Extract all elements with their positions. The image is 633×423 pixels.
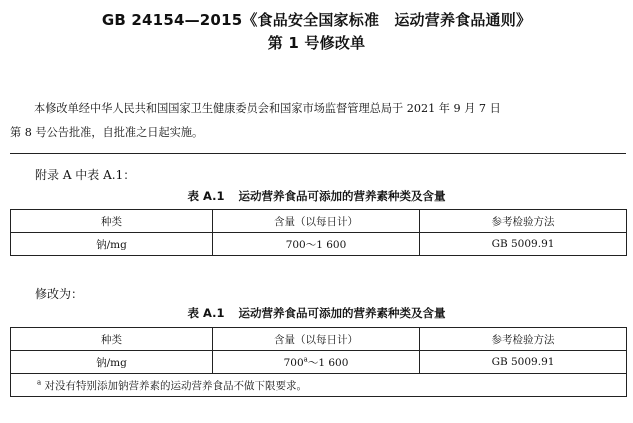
header-nutrient: 种类 [11,210,213,233]
revised-table-title: 运动营养食品可添加的营养素种类及含量 [238,306,446,320]
cell-amount: 700～1 600 [213,233,420,256]
footnote-row [11,374,627,397]
revised-section-label: 修改为： [35,287,84,301]
amount-upper: ～1 600 [307,356,349,369]
footnote-text: 对没有特别添加钠营养素的运动营养食品不做下限要求。 [44,379,308,392]
header-amount: 含量（以每日计） [213,210,420,233]
footnote-ref: a [303,355,308,363]
amount-lower: 700 [283,356,304,369]
revised-table-number: 表 A.1 [187,306,225,320]
intro-line-2: 第 8 号公告批准，自批准之日起实施。 [10,126,204,139]
original-table [10,209,627,256]
revised-table-caption [0,305,633,321]
cell-method: GB 5009.91 [420,351,627,374]
cell-method: GB 5009.91 [420,233,627,256]
footnote [11,374,627,397]
original-section-label: 附录 A 中表 A.1： [35,168,136,182]
table-header-row [11,328,627,351]
revised-table [10,327,627,397]
header-method: 参考检验方法 [420,210,627,233]
table-row [11,233,627,256]
table-row [11,351,627,374]
original-table-number: 表 A.1 [187,189,225,203]
header-method: 参考检验方法 [420,328,627,351]
section-divider [10,153,626,154]
original-table-caption [0,188,633,204]
table-header-row [11,210,627,233]
document-subtitle: 第 1 号修改单 [267,34,366,52]
header-nutrient: 种类 [11,328,213,351]
document-title: GB 24154—2015《食品安全国家标准 运动营养食品通则》 [101,11,532,29]
header-amount: 含量（以每日计） [213,328,420,351]
footnote-marker: a [37,378,42,386]
original-table-title: 运动营养食品可添加的营养素种类及含量 [238,189,446,203]
intro-line-1: 本修改单经中华人民共和国国家卫生健康委员会和国家市场监督管理总局于 2021 年 9 月 7 日 [34,102,501,115]
cell-nutrient: 钠/mg [11,351,213,374]
intro-paragraph [10,97,626,145]
cell-nutrient: 钠/mg [11,233,213,256]
cell-amount [213,351,420,374]
